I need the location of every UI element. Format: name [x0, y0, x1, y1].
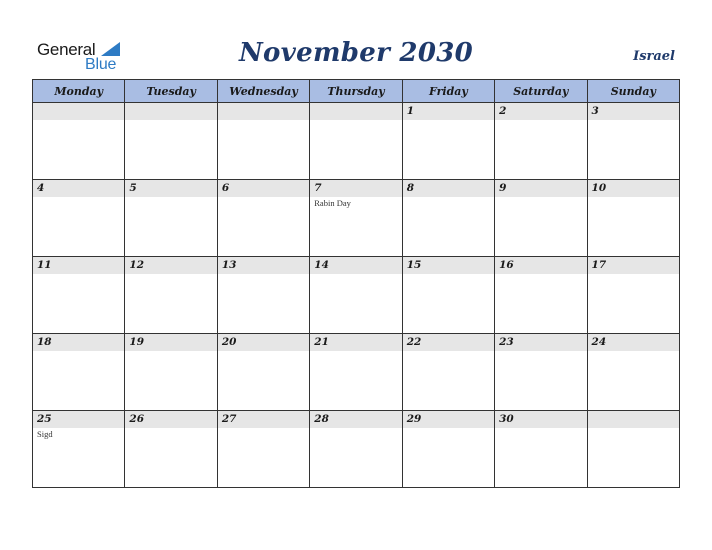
- day-cell[interactable]: [33, 103, 125, 180]
- day-number: 27: [218, 411, 309, 428]
- day-number: 4: [33, 180, 124, 197]
- page-title: November 2030: [238, 38, 473, 68]
- day-cell[interactable]: [33, 257, 125, 334]
- month-calendar: [32, 79, 680, 488]
- weekday-header: Wednesday: [217, 80, 309, 103]
- day-number: 11: [33, 257, 124, 274]
- logo-text-general: General: [37, 40, 96, 59]
- weekday-header: Friday: [402, 80, 494, 103]
- day-number: 17: [588, 257, 679, 274]
- day-cell[interactable]: [587, 411, 679, 488]
- day-number: 26: [125, 411, 216, 428]
- day-number: 14: [310, 257, 401, 274]
- weekday-header: Tuesday: [125, 80, 217, 103]
- day-number: 13: [218, 257, 309, 274]
- day-cell[interactable]: [217, 103, 309, 180]
- day-cell[interactable]: [495, 180, 587, 257]
- day-cell[interactable]: [217, 257, 309, 334]
- day-number: 2: [495, 103, 586, 120]
- country-label: Israel: [633, 49, 675, 64]
- day-number: 25: [33, 411, 124, 428]
- day-cell[interactable]: [217, 180, 309, 257]
- day-cell[interactable]: [402, 103, 494, 180]
- day-number: 7: [310, 180, 401, 197]
- week-row: [33, 103, 680, 180]
- week-row: [33, 411, 680, 488]
- day-number: [125, 103, 216, 120]
- day-number: [310, 103, 401, 120]
- day-cell[interactable]: [587, 180, 679, 257]
- day-cell[interactable]: [125, 411, 217, 488]
- weekday-header: Thursday: [310, 80, 402, 103]
- day-cell[interactable]: [310, 180, 402, 257]
- day-cell[interactable]: [125, 334, 217, 411]
- day-cell[interactable]: [402, 411, 494, 488]
- day-number: 3: [588, 103, 679, 120]
- day-number: 19: [125, 334, 216, 351]
- calendar-body: [33, 103, 680, 488]
- day-cell[interactable]: [33, 334, 125, 411]
- day-cell[interactable]: [495, 103, 587, 180]
- day-number: 15: [403, 257, 494, 274]
- day-number: 30: [495, 411, 586, 428]
- day-cell[interactable]: [217, 334, 309, 411]
- day-number: [33, 103, 124, 120]
- day-number: 12: [125, 257, 216, 274]
- week-row: [33, 334, 680, 411]
- day-number: 21: [310, 334, 401, 351]
- day-number: 9: [495, 180, 586, 197]
- day-number: 18: [33, 334, 124, 351]
- day-cell[interactable]: [310, 103, 402, 180]
- day-number: 8: [403, 180, 494, 197]
- day-number: 1: [403, 103, 494, 120]
- day-number: [218, 103, 309, 120]
- day-cell[interactable]: [495, 257, 587, 334]
- day-number: 20: [218, 334, 309, 351]
- day-number: 24: [588, 334, 679, 351]
- day-number: 22: [403, 334, 494, 351]
- day-cell[interactable]: [495, 411, 587, 488]
- day-cell[interactable]: [402, 180, 494, 257]
- holiday-label: Sigd: [37, 429, 53, 439]
- day-number: 10: [588, 180, 679, 197]
- day-cell[interactable]: [310, 334, 402, 411]
- day-cell[interactable]: [33, 180, 125, 257]
- day-cell[interactable]: [125, 257, 217, 334]
- day-cell[interactable]: [587, 257, 679, 334]
- day-cell[interactable]: [587, 103, 679, 180]
- day-cell[interactable]: [310, 257, 402, 334]
- day-number: 29: [403, 411, 494, 428]
- weekday-header: Monday: [33, 80, 125, 103]
- day-number: 5: [125, 180, 216, 197]
- day-cell[interactable]: [125, 103, 217, 180]
- weekday-header-row: [33, 80, 680, 103]
- day-number: 23: [495, 334, 586, 351]
- day-cell[interactable]: [587, 334, 679, 411]
- week-row: [33, 180, 680, 257]
- day-cell[interactable]: [495, 334, 587, 411]
- holiday-label: Rabin Day: [314, 198, 351, 208]
- day-cell[interactable]: [402, 334, 494, 411]
- day-cell[interactable]: [402, 257, 494, 334]
- day-cell[interactable]: [310, 411, 402, 488]
- week-row: [33, 257, 680, 334]
- day-number: [588, 411, 679, 428]
- day-cell[interactable]: [217, 411, 309, 488]
- weekday-header: Sunday: [587, 80, 679, 103]
- logo-text-blue: Blue: [85, 56, 117, 73]
- day-number: 28: [310, 411, 401, 428]
- day-number: 16: [495, 257, 586, 274]
- day-cell[interactable]: [33, 411, 125, 488]
- day-number: 6: [218, 180, 309, 197]
- weekday-header: Saturday: [495, 80, 587, 103]
- day-cell[interactable]: [125, 180, 217, 257]
